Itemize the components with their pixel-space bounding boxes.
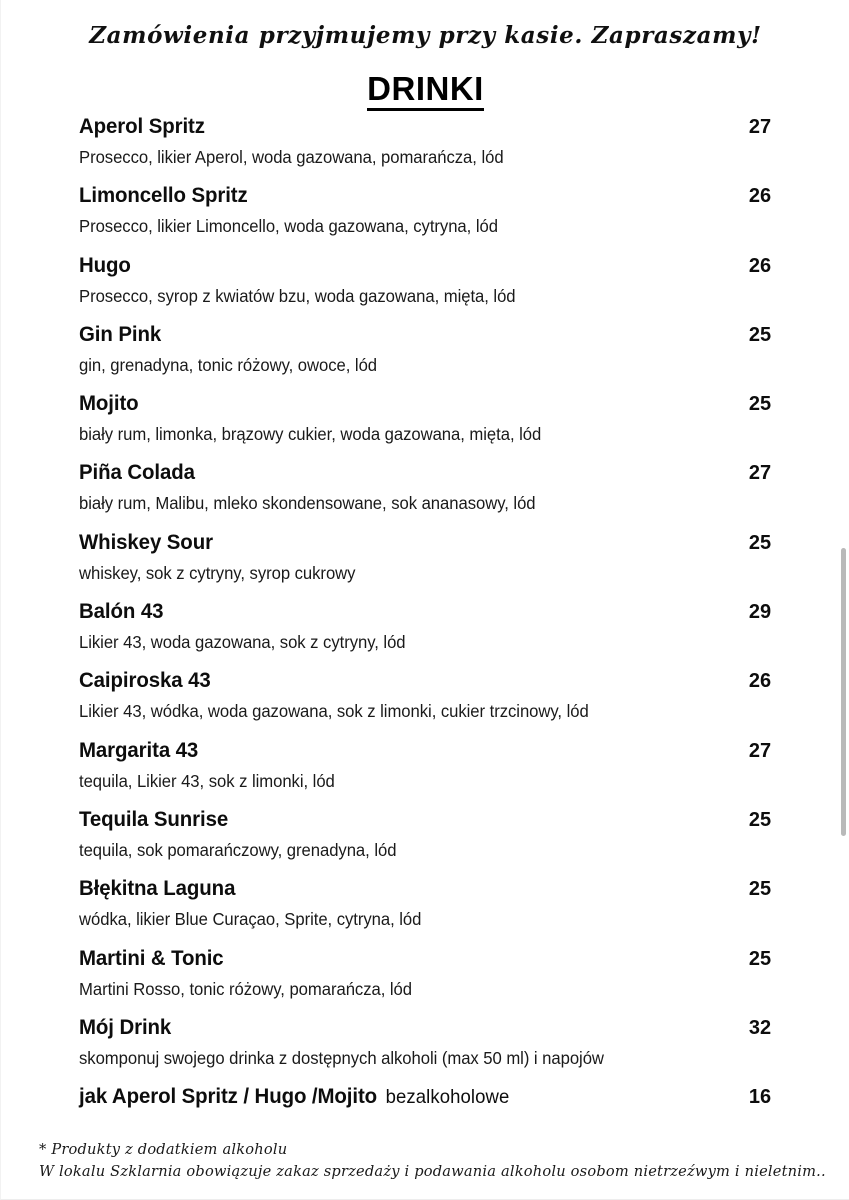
menu-item-description: tequila, sok pomarańczowy, grenadyna, lód xyxy=(79,839,397,860)
menu-item-header xyxy=(79,1015,779,1043)
menu-item xyxy=(79,807,779,876)
menu-item xyxy=(79,668,779,737)
menu-item-description: wódka, likier Blue Curaçao, Sprite, cytryna, lód xyxy=(79,909,422,930)
menu-item-name-text: Balón 43 xyxy=(79,599,164,624)
menu-item-price: 16 xyxy=(748,1086,772,1109)
menu-item-header xyxy=(79,1084,779,1112)
menu-item-description: Prosecco, likier Aperol, woda gazowana, pomarańcza, lód xyxy=(79,147,504,167)
menu-item-description: Likier 43, wódka, woda gazowana, sok z limonki, cukier trzcinowy, lód xyxy=(79,701,589,722)
menu-item-name xyxy=(79,668,211,693)
menu-item-name xyxy=(79,946,224,971)
menu-item xyxy=(79,460,779,529)
menu-item-header xyxy=(79,183,779,211)
menu-item-description: Prosecco, syrop z kwiatów bzu, woda gazowana, mięta, lód xyxy=(79,285,516,306)
menu-item xyxy=(79,253,779,322)
menu-item xyxy=(79,322,779,391)
menu-item-name xyxy=(79,807,228,832)
menu-item-header xyxy=(79,460,779,488)
menu-item-description: skomponuj swojego drinka z dostępnych alkoholi (max 50 ml) i napojów xyxy=(79,1047,604,1068)
menu-item xyxy=(79,876,779,945)
menu-item-name-text: Aperol Spritz xyxy=(79,114,205,138)
menu-item-price: 25 xyxy=(748,947,772,970)
menu-item-name-text: Martini & Tonic xyxy=(79,945,224,970)
menu-item-price: 25 xyxy=(748,393,772,416)
menu-item-name xyxy=(79,876,235,901)
tagline-text: Zamówienia przyjmujemy przy kasie. Zapraszamy! xyxy=(89,21,762,50)
menu-item-name-text: Limoncello Spritz xyxy=(79,183,248,208)
menu-item xyxy=(79,530,779,599)
menu-item-name-text: jak Aperol Spritz / Hugo /Mojito xyxy=(79,1084,378,1109)
menu-item-price: 27 xyxy=(748,462,772,485)
menu-item-description: biały rum, limonka, brązowy cukier, woda gazowana, mięta, lód xyxy=(79,424,542,445)
footer-line-2: W lokalu Szklarnia obowiązuje zakaz sprzedaży i podawania alkoholu osobom nietrzeźwym i nieletnim.. xyxy=(39,1163,826,1180)
menu-item-name xyxy=(79,183,248,208)
menu-item-name xyxy=(79,738,198,763)
menu-item-header xyxy=(79,530,779,558)
menu-item-header xyxy=(79,253,779,281)
menu-item-description: gin, grenadyna, tonic różowy, owoce, lód xyxy=(79,354,378,375)
drinks-list xyxy=(79,114,779,1128)
menu-item-price: 26 xyxy=(748,254,772,277)
scrollbar[interactable] xyxy=(839,0,849,1200)
menu-item xyxy=(79,1015,779,1084)
menu-item-name-text: Błękitna Laguna xyxy=(79,876,236,901)
menu-item-header xyxy=(79,391,779,419)
menu-item-price: 25 xyxy=(748,531,772,554)
menu-item xyxy=(79,738,779,807)
menu-item-name-text: Margarita 43 xyxy=(79,737,199,762)
scrollbar-thumb[interactable] xyxy=(841,548,846,836)
menu-item-name-text: Caipiroska 43 xyxy=(79,668,211,693)
menu-item-price: 25 xyxy=(748,878,772,901)
menu-item-price: 25 xyxy=(748,808,772,831)
menu-item-name-text: Gin Pink xyxy=(79,321,162,346)
menu-item-name xyxy=(79,253,131,278)
menu-item-name xyxy=(79,322,161,347)
menu-item-price: 26 xyxy=(748,670,772,693)
menu-item-name xyxy=(79,114,205,139)
menu-item-description: whiskey, sok z cytryny, syrop cukrowy xyxy=(79,562,356,583)
menu-item-name xyxy=(79,1084,509,1109)
menu-item-name xyxy=(79,1015,171,1040)
page-title xyxy=(1,70,849,108)
menu-item xyxy=(79,1084,779,1128)
menu-item-description: tequila, Likier 43, sok z limonki, lód xyxy=(79,770,335,791)
menu-item-description: Prosecco, likier Limoncello, woda gazowana, cytryna, lód xyxy=(79,216,498,237)
menu-item-header xyxy=(79,807,779,835)
menu-item-header xyxy=(79,114,779,142)
footer-line-1: * Produkty z dodatkiem alkoholu xyxy=(39,1141,288,1158)
menu-item-header xyxy=(79,946,779,974)
menu-item-name-text: Tequila Sunrise xyxy=(79,806,229,831)
menu-item-description: Likier 43, woda gazowana, sok z cytryny, lód xyxy=(79,632,406,653)
menu-item-name-suffix: bezalkoholowe xyxy=(385,1086,510,1109)
menu-item-header xyxy=(79,738,779,766)
menu-item xyxy=(79,114,779,183)
menu-item-price: 32 xyxy=(748,1016,772,1039)
menu-item xyxy=(79,599,779,668)
menu-item-name-text: Mojito xyxy=(79,391,139,416)
menu-item-price: 29 xyxy=(748,601,772,624)
menu-item-name xyxy=(79,530,213,555)
menu-item-price: 25 xyxy=(748,323,772,346)
menu-item xyxy=(79,183,779,252)
page-title-text: DRINKI xyxy=(367,70,484,111)
menu-item-name-text: Piña Colada xyxy=(79,460,195,485)
menu-item-description: Martini Rosso, tonic różowy, pomarańcza, lód xyxy=(79,978,412,999)
menu-item-name-text: Whiskey Sour xyxy=(79,529,213,554)
menu-item-name xyxy=(79,391,139,416)
menu-item-header xyxy=(79,322,779,350)
menu-item-header xyxy=(79,599,779,627)
menu-item-name xyxy=(79,599,163,624)
menu-item-description: biały rum, Malibu, mleko skondensowane, sok ananasowy, lód xyxy=(79,493,536,514)
menu-item-header xyxy=(79,668,779,696)
menu-item xyxy=(79,391,779,460)
menu-item-price: 26 xyxy=(748,185,772,208)
menu-item-header xyxy=(79,876,779,904)
menu-item-name xyxy=(79,460,195,485)
menu-item xyxy=(79,946,779,1015)
footer-notes xyxy=(39,1139,829,1183)
menu-item-name-text: Mój Drink xyxy=(79,1014,172,1039)
menu-item-price: 27 xyxy=(748,116,772,138)
menu-item-price: 27 xyxy=(748,739,772,762)
menu-item-name-text: Hugo xyxy=(79,252,131,277)
